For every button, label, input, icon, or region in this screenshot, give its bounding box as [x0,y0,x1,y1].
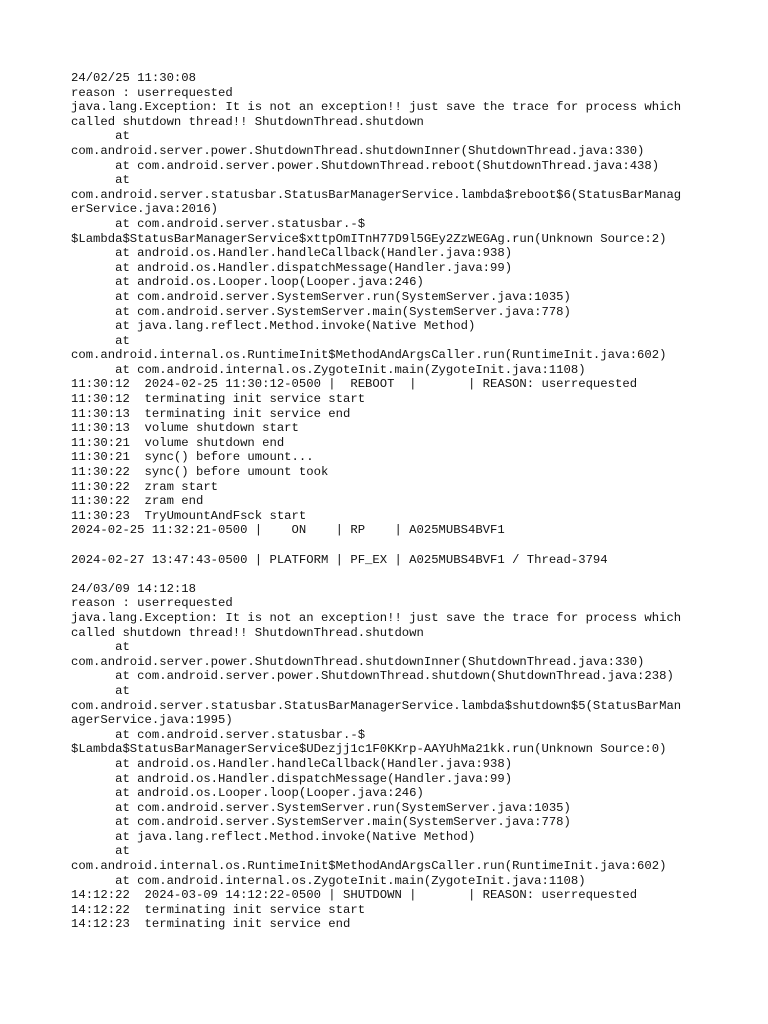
log-line: at com.android.server.SystemServer.run(SystemServer.java:1035) [71,800,571,815]
log-line: at com.android.server.SystemServer.main(SystemServer.java:778) [71,815,571,830]
log-line: $Lambda$StatusBarManagerService$UDezjj1c1F0KKrp-AAYUhMa21kk.run(Unknown Source:0) [71,742,667,757]
log-line: at android.os.Handler.handleCallback(Handler.java:938) [71,756,513,771]
log-document [71,71,711,932]
log-line: called shutdown thread!! ShutdownThread.shutdown [71,114,424,129]
log-line: 11:30:13 terminating init service end [71,406,351,421]
log-line: reason : userrequested [71,85,233,100]
log-line: 11:30:22 sync() before umount took [71,465,329,480]
log-line: at android.os.Handler.dispatchMessage(Handler.java:99) [71,771,513,786]
log-line: at android.os.Handler.dispatchMessage(Handler.java:99) [71,260,513,275]
log-line: at com.android.server.power.ShutdownThread.reboot(ShutdownThread.java:438) [71,158,660,173]
blank-line [71,538,711,553]
log-line: called shutdown thread!! ShutdownThread.shutdown [71,625,424,640]
log-line: $Lambda$StatusBarManagerService$xttpOmITnH77D9l5GEy2ZzWEGAg.run(Unknown Source:2) [71,231,667,246]
log-line: 11:30:22 zram end [71,494,204,509]
log-line: com.android.server.statusbar.StatusBarManagerService.lambda$shutdown$5(StatusBarMan [71,698,682,713]
log-line: 11:30:22 zram start [71,479,219,494]
log-line: at com.android.server.SystemServer.run(SystemServer.java:1035) [71,289,571,304]
log-line: at com.android.server.statusbar.-$ [71,727,366,742]
log-line: com.android.server.power.ShutdownThread.shutdownInner(ShutdownThread.java:330) [71,143,645,158]
log-line: 11:30:12 2024-02-25 11:30:12-0500 | REBOOT | | REASON: userrequested [71,377,638,392]
log-line: 24/02/25 11:30:08 [71,71,196,85]
log-line: at [71,173,130,188]
log-line: 2024-02-27 13:47:43-0500 | PLATFORM | PF_EX | A025MUBS4BVF1 / Thread-3794 [71,552,608,567]
log-line: at com.android.server.statusbar.-$ [71,216,366,231]
log-line: at [71,333,130,348]
log-line: at [71,844,130,859]
log-line: at [71,683,130,698]
blank-line [71,567,711,582]
log-line: reason : userrequested [71,596,233,611]
log-line: 11:30:12 terminating init service start [71,392,366,407]
log-line: 14:12:23 terminating init service end [71,917,351,932]
log-line: 24/03/09 14:12:18 [71,581,196,596]
log-line: com.android.server.power.ShutdownThread.shutdownInner(ShutdownThread.java:330) [71,654,645,669]
log-line: at [71,640,130,655]
log-line: 11:30:21 volume shutdown end [71,435,285,450]
log-line: 14:12:22 2024-03-09 14:12:22-0500 | SHUTDOWN | | REASON: userrequested [71,888,638,903]
log-line: 2024-02-25 11:32:21-0500 | ON | RP | A025MUBS4BVF1 [71,523,505,538]
log-line: 11:30:13 volume shutdown start [71,421,299,436]
log-line: com.android.internal.os.RuntimeInit$MethodAndArgsCaller.run(RuntimeInit.java:602) [71,859,667,874]
log-line: java.lang.Exception: It is not an exception!! just save the trace for process which [71,100,682,115]
log-line: at com.android.server.power.ShutdownThread.shutdown(ShutdownThread.java:238) [71,669,674,684]
log-line: at android.os.Looper.loop(Looper.java:246) [71,786,424,801]
log-line: 11:30:21 sync() before umount... [71,450,314,465]
log-line: at com.android.server.SystemServer.main(SystemServer.java:778) [71,304,571,319]
log-line: java.lang.Exception: It is not an exception!! just save the trace for process which [71,610,682,625]
log-line: at com.android.internal.os.ZygoteInit.main(ZygoteInit.java:1108) [71,362,586,377]
log-line: at java.lang.reflect.Method.invoke(Native Method) [71,319,476,334]
log-line: at android.os.Looper.loop(Looper.java:246) [71,275,424,290]
log-line: erService.java:2016) [71,202,219,217]
log-line: 11:30:23 TryUmountAndFsck start [71,508,307,523]
log-line: at android.os.Handler.handleCallback(Handler.java:938) [71,246,513,261]
log-line: com.android.internal.os.RuntimeInit$MethodAndArgsCaller.run(RuntimeInit.java:602) [71,348,667,363]
log-line: agerService.java:1995) [71,713,233,728]
log-line: 14:12:22 terminating init service start [71,902,366,917]
log-line: at java.lang.reflect.Method.invoke(Native Method) [71,829,476,844]
log-line: at [71,129,130,144]
log-line: at com.android.internal.os.ZygoteInit.main(ZygoteInit.java:1108) [71,873,586,888]
log-line: com.android.server.statusbar.StatusBarManagerService.lambda$reboot$6(StatusBarManag [71,187,682,202]
